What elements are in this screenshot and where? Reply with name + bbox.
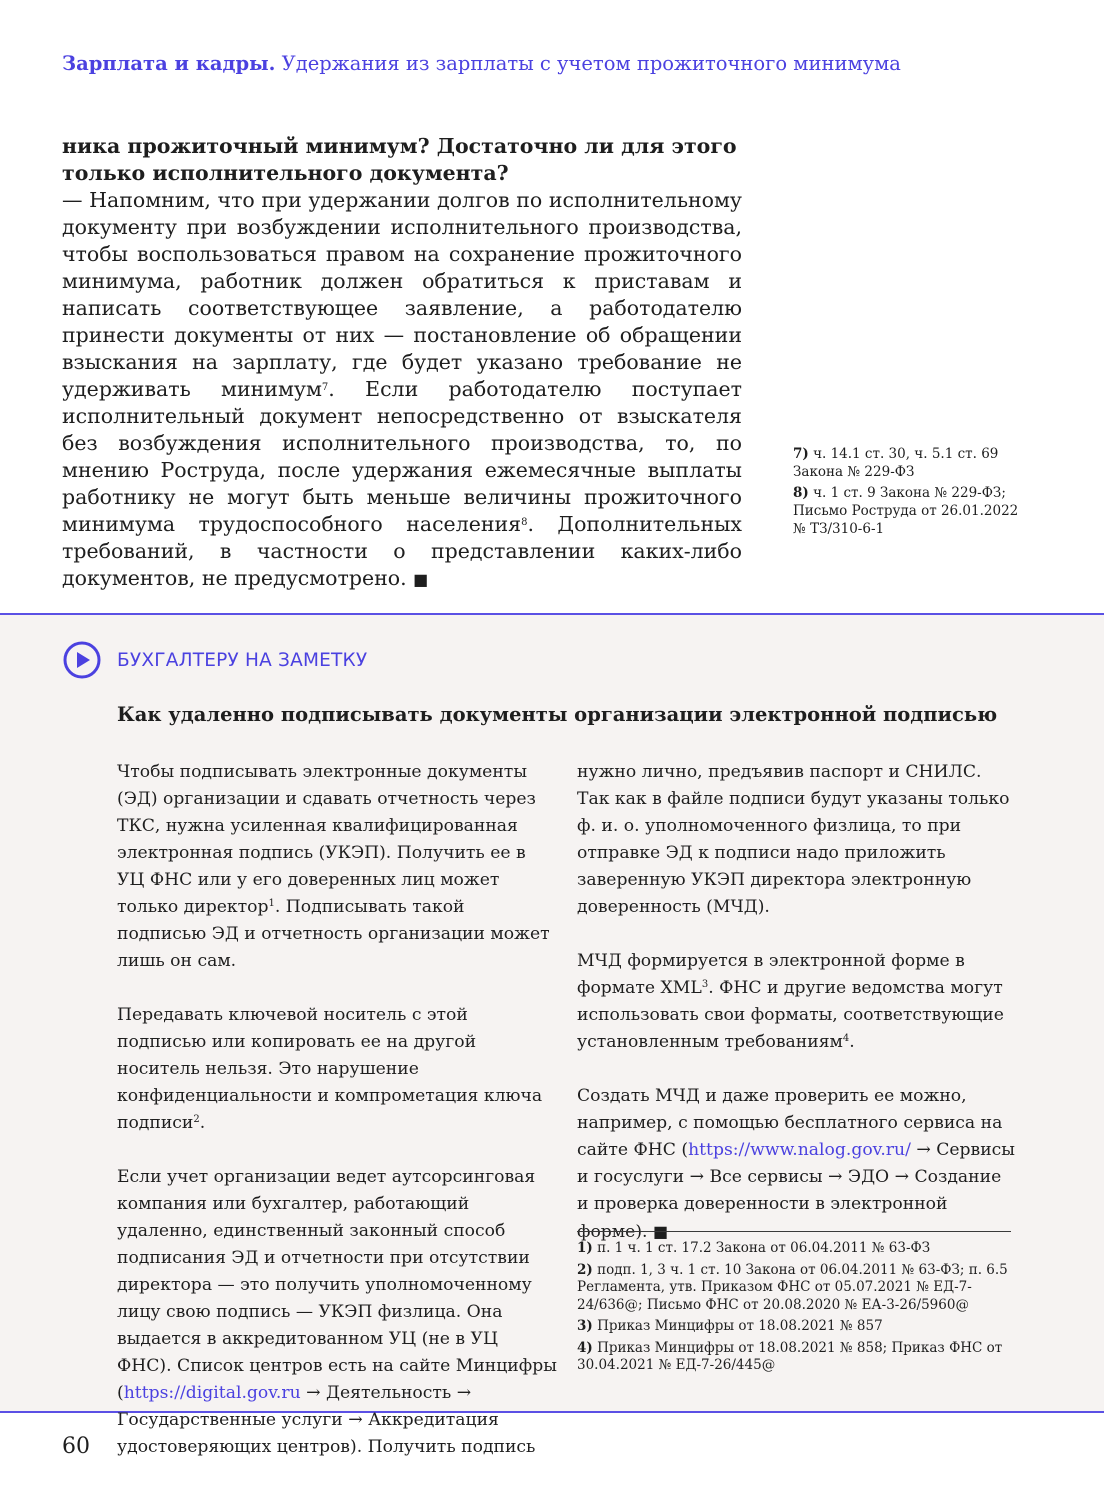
question-text: ника прожиточный минимум? Достаточно ли для этого только исполнительного документа? xyxy=(62,134,737,185)
note-heading: Как удаленно подписывать документы организации электронной подписью xyxy=(117,703,998,726)
footnote-number: 8) xyxy=(793,485,809,501)
footnote-text: ч. 1 ст. 9 Закона № 229-ФЗ; Письмо Роструда от 26.01.2022 № ТЗ/310-6-1 xyxy=(793,485,1019,537)
note-paragraph xyxy=(117,1002,557,1137)
footnote-number: 1) xyxy=(577,1240,593,1256)
footnote-ref-7: 7 xyxy=(321,382,329,393)
note-paragraph xyxy=(577,1083,1017,1246)
paragraph-text: Чтобы подписывать электронные документы (ЭД) организации и сдавать отчетность через ТКС, нужна усиленная квалифицированная электронная подпись (УКЭП). Получить ее в УЦ ФНС или у его доверенных лиц может только директор xyxy=(117,762,536,917)
note-paragraph: нужно лично, предъявив паспорт и СНИЛС. Так как в файле подписи будут указаны только ф. и. о. уполномоченного физлица, то при отправке ЭД к подписи надо приложить заверенную УКЭП директора электронную доверенность (МЧД). xyxy=(577,762,1010,917)
paragraph-text: . xyxy=(849,1032,855,1052)
footnote-ref-1: 1 xyxy=(268,898,275,909)
end-mark: ■ xyxy=(413,570,429,589)
paragraph-text: Если учет организации ведет аутсорсинговая компания или бухгалтер, работающий удаленно, единственный законный способ подписания ЭД и отчетности при отсутствии директора — это получить уполномоченному лицу свою подпись — УКЭП физлица. Она выдается в аккредитованном УЦ (не в УЦ ФНС). Список центров есть на сайте Минцифры ( xyxy=(117,1167,557,1403)
footnote-ref-4: 4 xyxy=(842,1033,850,1044)
footnote-ref-2: 2 xyxy=(193,1114,200,1125)
answer-text-2: . Если работодателю поступает исполнительный документ непосредственно от взыскателя без возбуждения исполнительного производства, то, по мнению Роструда, после удержания ежемесячные выплаты работнику не могут быть меньше величины прожиточного минимума трудоспособного населения xyxy=(62,377,742,536)
note-paragraph xyxy=(117,759,557,975)
digital-gov-link[interactable]: https://digital.gov.ru xyxy=(123,1383,301,1403)
footnote-number: 4) xyxy=(577,1339,593,1356)
side-footnotes xyxy=(793,445,1028,541)
play-icon xyxy=(63,641,101,679)
footnote-item xyxy=(577,1262,1017,1315)
paragraph-text: . Подписывать такой подписью ЭД и отчетность организации может лишь он сам. xyxy=(117,897,550,971)
article-body xyxy=(62,133,742,593)
footnote-text: Приказ Минцифры от 18.08.2021 № 858; Приказ ФНС от 30.04.2021 № ЕД-7-26/445@ xyxy=(577,1339,1003,1373)
footnote-item xyxy=(793,445,1028,481)
footnote-item xyxy=(577,1340,1017,1375)
paragraph-text: МЧД формируется в электронной форме в формате XML xyxy=(577,951,965,998)
paragraph-text: . ФНС и другие ведомства могут использовать свои форматы, соответствующие установленным требованиям xyxy=(577,978,1004,1052)
footnote-item xyxy=(577,1318,1017,1336)
note-label: БУХГАЛТЕРУ НА ЗАМЕТКУ xyxy=(117,650,368,671)
answer-text-1: — Напомним, что при удержании долгов по исполнительному документу при возбуждении исполнительного производства, чтобы воспользоваться правом на сохранение прожиточного минимума, работник должен обратиться к приставам и написать соответствующее заявление, а работодателю принести документы от них — постановление об обращении взыскания на зарплату, где будет указано требование не удерживать минимум xyxy=(62,188,742,401)
running-header xyxy=(62,52,901,75)
section-title: Зарплата и кадры. xyxy=(62,52,276,75)
paragraph-text: → Деятельность → Государственные услуги → Аккредитация удостоверяющих центров). Получить подпись xyxy=(117,1383,536,1457)
nalog-gov-link[interactable]: https://www.nalog.gov.ru/ xyxy=(688,1140,911,1160)
answer-paragraph xyxy=(62,187,742,593)
paragraph-text: . xyxy=(199,1113,206,1133)
note-column-right xyxy=(577,759,1017,1273)
answer-text-3: . Дополнительных требований, в частности о представлении каких-либо документов, не предусмотрено. xyxy=(62,512,742,590)
end-mark: ■ xyxy=(652,1222,669,1241)
footnote-ref-8: 8 xyxy=(521,517,528,528)
footnote-text: подп. 1, 3 ч. 1 ст. 10 Закона от 06.04.2011 № 63-ФЗ; п. 6.5 Регламента, утв. Приказом ФНС от 05.07.2021 № ЕД-7-24/636@; Письмо ФНС от 20.08.2020 № ЕА-3-26/5960@ xyxy=(577,1261,1008,1313)
note-paragraph xyxy=(577,948,1017,1056)
footnote-item xyxy=(577,1240,1017,1258)
note-paragraph xyxy=(117,1164,557,1461)
footnote-number: 2) xyxy=(577,1261,593,1278)
footnote-text: п. 1 ч. 1 ст. 17.2 Закона от 06.04.2011 № 63-ФЗ xyxy=(597,1240,931,1256)
note-column-left xyxy=(117,759,557,1488)
footnote-divider xyxy=(577,1231,1011,1232)
paragraph-text: Передавать ключевой носитель с этой подписью или копировать ее на другой носитель нельзя. Это нарушение конфиденциальности и компрометация ключа подписи xyxy=(117,1005,543,1133)
paragraph-text: Создать МЧД и даже проверить ее можно, например, с помощью бесплатного сервиса на сайте ФНС ( xyxy=(577,1086,1003,1160)
page-number: 60 xyxy=(62,1434,90,1459)
footnote-text: Приказ Минцифры от 18.08.2021 № 857 xyxy=(597,1318,883,1334)
article-title: Удержания из зарплаты с учетом прожиточного минимума xyxy=(281,52,901,75)
footnote-number: 3) xyxy=(577,1318,593,1334)
footnote-ref-3: 3 xyxy=(701,979,709,990)
footnote-text: ч. 14.1 ст. 30, ч. 5.1 ст. 69 Закона № 229-ФЗ xyxy=(793,446,999,480)
footnote-item xyxy=(793,484,1028,538)
footnote-number: 7) xyxy=(793,446,809,462)
paragraph-text: → Сервисы и госуслуги → Все сервисы → ЭДО → Создание и проверка доверенности в электронной форме). xyxy=(577,1140,1015,1242)
note-footnotes xyxy=(577,1240,1017,1379)
